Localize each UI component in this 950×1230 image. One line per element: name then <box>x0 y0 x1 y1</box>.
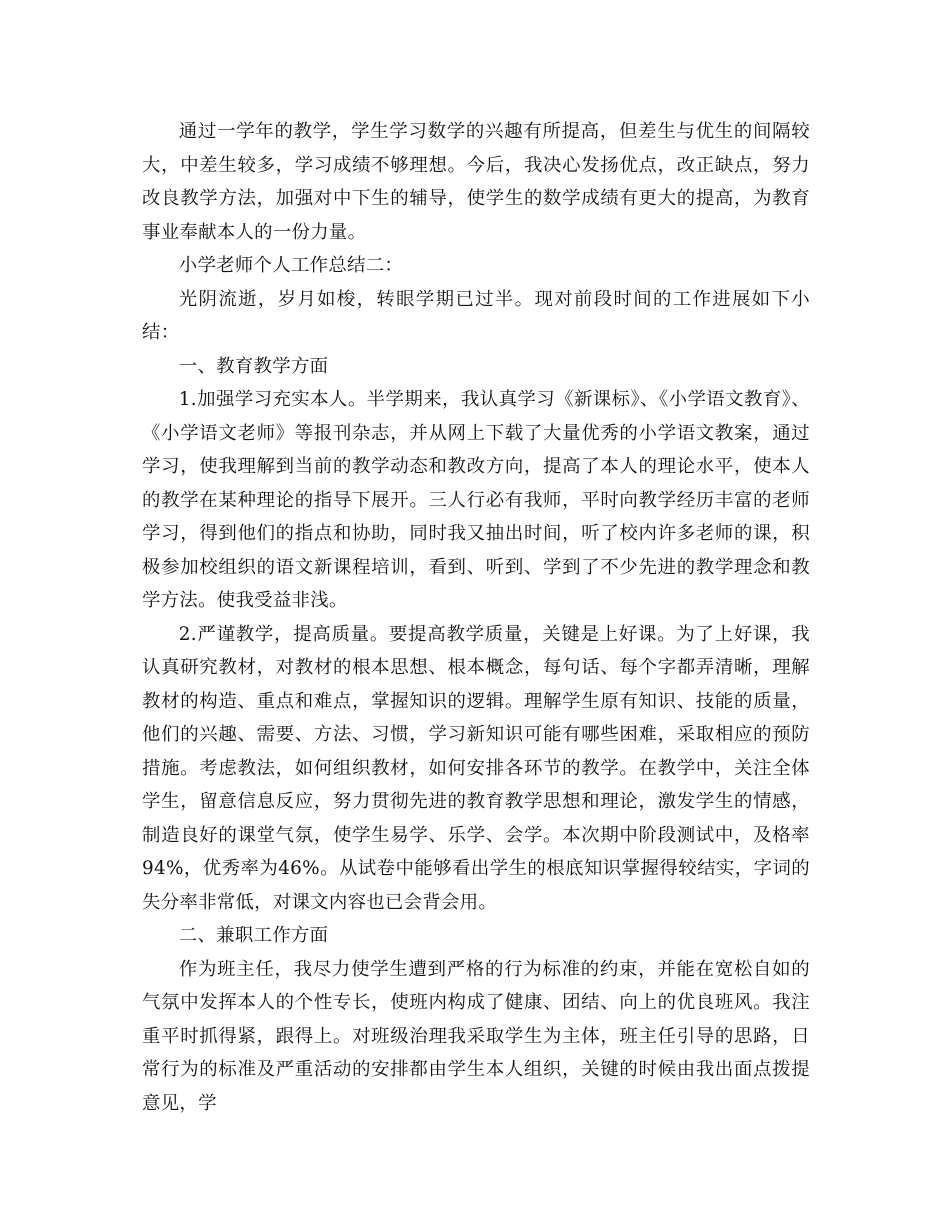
heading-teaching: 一、教育教学方面 <box>178 355 329 377</box>
paragraph-section-title: 小学老师个人工作总结二： <box>178 255 404 276</box>
paragraph-class-teacher: 作为班主任，我尽力使学生遭到严格的行为标准的约束，并能在宽松自如的气氛中发挥本人的个性专长，使班内构成了健康、团结、向上的优良班风。我注重平时抓得紧，跟得上。对班级治理我采取学生为主体，班主任引导的思路，日常行为的标准及严重活动的安排都由学生本人组织，关键的时候由我出面点拨提意见，学 <box>142 958 810 1114</box>
paragraph-rigorous-teaching: 2.严谨教学，提高质量。要提高教学质量，关键是上好课。为了上好课，我认真研究教材，对教材的根本思想、根本概念，每句话、每个字都弄清晰，理解教材的构造、重点和难点，掌握知识的逻辑。理解学生原有知识、技能的质量，他们的兴趣、需要、方法、习惯，学习新知识可能有哪些困难，采取相应的预防措施。考虑教法，如何组织教材，如何安排各环节的教学。在教学中，关注全体学生，留意信息反应，努力贯彻先进的教育教学思想和理论，激发学生的情感，制造良好的课堂气氛，使学生易学、乐学、会学。本次期中阶段测试中，及格率94%，优秀率为46%。从试卷中能够看出学生的根底知识掌握得较结实，字词的失分率非常低，对课文内容也已会背会用。 <box>142 623 810 913</box>
paragraph-intro: 光阴流逝，岁月如梭，转眼学期已过半。现对前段时间的工作进展如下小结： <box>142 288 810 343</box>
heading-part-time-work: 二、兼职工作方面 <box>178 925 329 946</box>
paragraph-math-summary: 通过一学年的教学，学生学习数学的兴趣有所提高，但差生与优生的间隔较大，中差生较多，学习成绩不够理想。今后，我决心发扬优点，改正缺点，努力改良教学方法，加强对中下生的辅导，使学生的数学成绩有更大的提高，为教育事业奉献本人的一份力量。 <box>142 121 810 243</box>
paragraph-study: 1.加强学习充实本人。半学期来，我认真学习《新课标》、《小学语文教育》、《小学语文老师》等报刊杂志，并从网上下载了大量优秀的小学语文教案，通过学习，使我理解到当前的教学动态和教改方向，提高了本人的理论水平，使本人的教学在某种理论的指导下展开。三人行必有我师，平时向教学经历丰富的老师学习，得到他们的指点和协助，同时我又抽出时间，听了校内许多老师的课，积极参加校组织的语文新课程培训，看到、听到、学到了不少先进的教学理念和教学方法。使我受益非浅。 <box>142 389 810 611</box>
document-body <box>142 115 810 1120</box>
